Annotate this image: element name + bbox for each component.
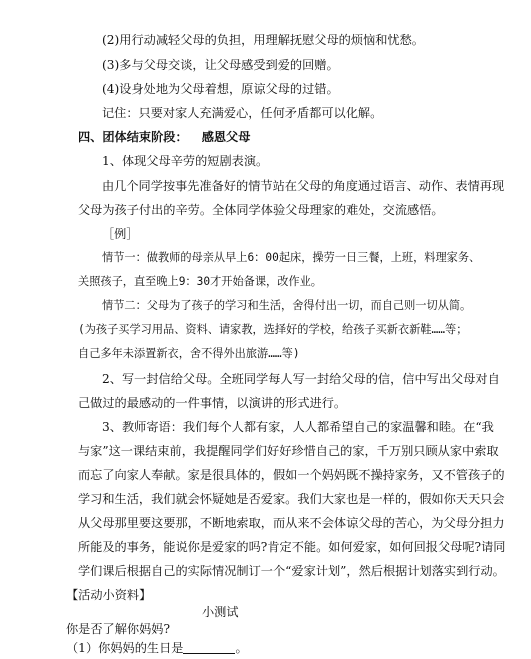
text-line: 而忘了向家人奉献。家是很具体的，假如一个妈妈既不操持家务，又不管孩子的 — [78, 468, 505, 482]
text-line: 由几个同学按事先准备好的情节站在父母的角度通过语言、动作、表情再现 — [102, 179, 505, 193]
text-line: 己做过的最感动的一件事情，以演讲的形式进行。 — [78, 396, 347, 410]
quiz-question: 你是否了解你妈妈? — [66, 622, 171, 636]
text-line: (2)用行动减轻父母的负担，用理解抚慰父母的烦恼和忧愁。 — [102, 33, 424, 47]
text-line: 1、体现父母辛劳的短剧表演。 — [102, 154, 269, 168]
scene-two-line: 情节二：父母为了孩子的学习和生活，舍得付出一切，而自己则一切从简。 — [102, 299, 472, 312]
text-line: 父母为孩子付出的辛劳。全体同学体验父母理家的难处，交流感悟。 — [78, 203, 444, 217]
section-heading-subtitle: 感恩父母 — [201, 130, 251, 144]
scene-two-line: (为孩子买学习用品、资料、请家教，选择好的学校，给孩子买新衣新鞋……等； — [78, 323, 468, 336]
quiz-item-text: （1）你妈妈的生日是 — [66, 641, 184, 655]
answer-blank[interactable] — [183, 641, 235, 654]
text-line: (4)设身处地为父母着想，原谅父母的过错。 — [102, 82, 339, 96]
scene-one-line: 关照孩子，直至晚上9：30才开始备课，改作业。 — [78, 275, 322, 288]
section-heading-label: 四、团体结束阶段： — [78, 130, 188, 144]
quiz-item — [66, 640, 248, 656]
text-line: 2、写一封信给父母。全班同学每人写一封给父母的信，信中写出父母对自 — [102, 372, 500, 386]
text-line: 所能及的事务，能说你是爱家的吗?肯定不能。如何爱家，如何回报父母呢?请同 — [78, 540, 506, 554]
text-line: 与家”这一课结束前，我提醒同学们好好珍惜自己的家，千万别只顾从家中索取 — [78, 444, 499, 458]
text-line: 从父母那里要这要那，不断地索取，而从来不会体谅父母的苦心，为父母分担力 — [78, 516, 505, 530]
text-line: 学习和生活，我们就会怀疑她是否爱家。我们大家也是一样的，假如你天天只会 — [78, 492, 505, 506]
text-line: 3、教师寄语：我们每个人都有家，人人都希望自己的家温馨和睦。在“我 — [102, 420, 494, 434]
section-heading — [78, 129, 250, 145]
quiz-item-period: 。 — [235, 641, 248, 655]
scene-two-line: 自己多年未添置新衣，舍不得外出旅游……等) — [78, 347, 300, 360]
scene-one-line: 情节一：做教师的母亲从早上6：00起床，操劳一日三餐，上班，料理家务、 — [102, 251, 481, 264]
quiz-title: 小测试 — [202, 605, 239, 619]
text-line: (3)多与父母交谈，让父母感受到爱的回赠。 — [102, 58, 339, 72]
example-label: ［例］ — [102, 227, 139, 241]
activity-materials-heading: 【活动小资料】 — [66, 588, 152, 602]
text-line: 记住：只要对家人充满爱心，任何矛盾都可以化解。 — [102, 106, 383, 120]
text-line: 学们课后根据自己的实际情况制订一个“爱家计划”，然后根据计划落实到行动。 — [78, 564, 505, 578]
